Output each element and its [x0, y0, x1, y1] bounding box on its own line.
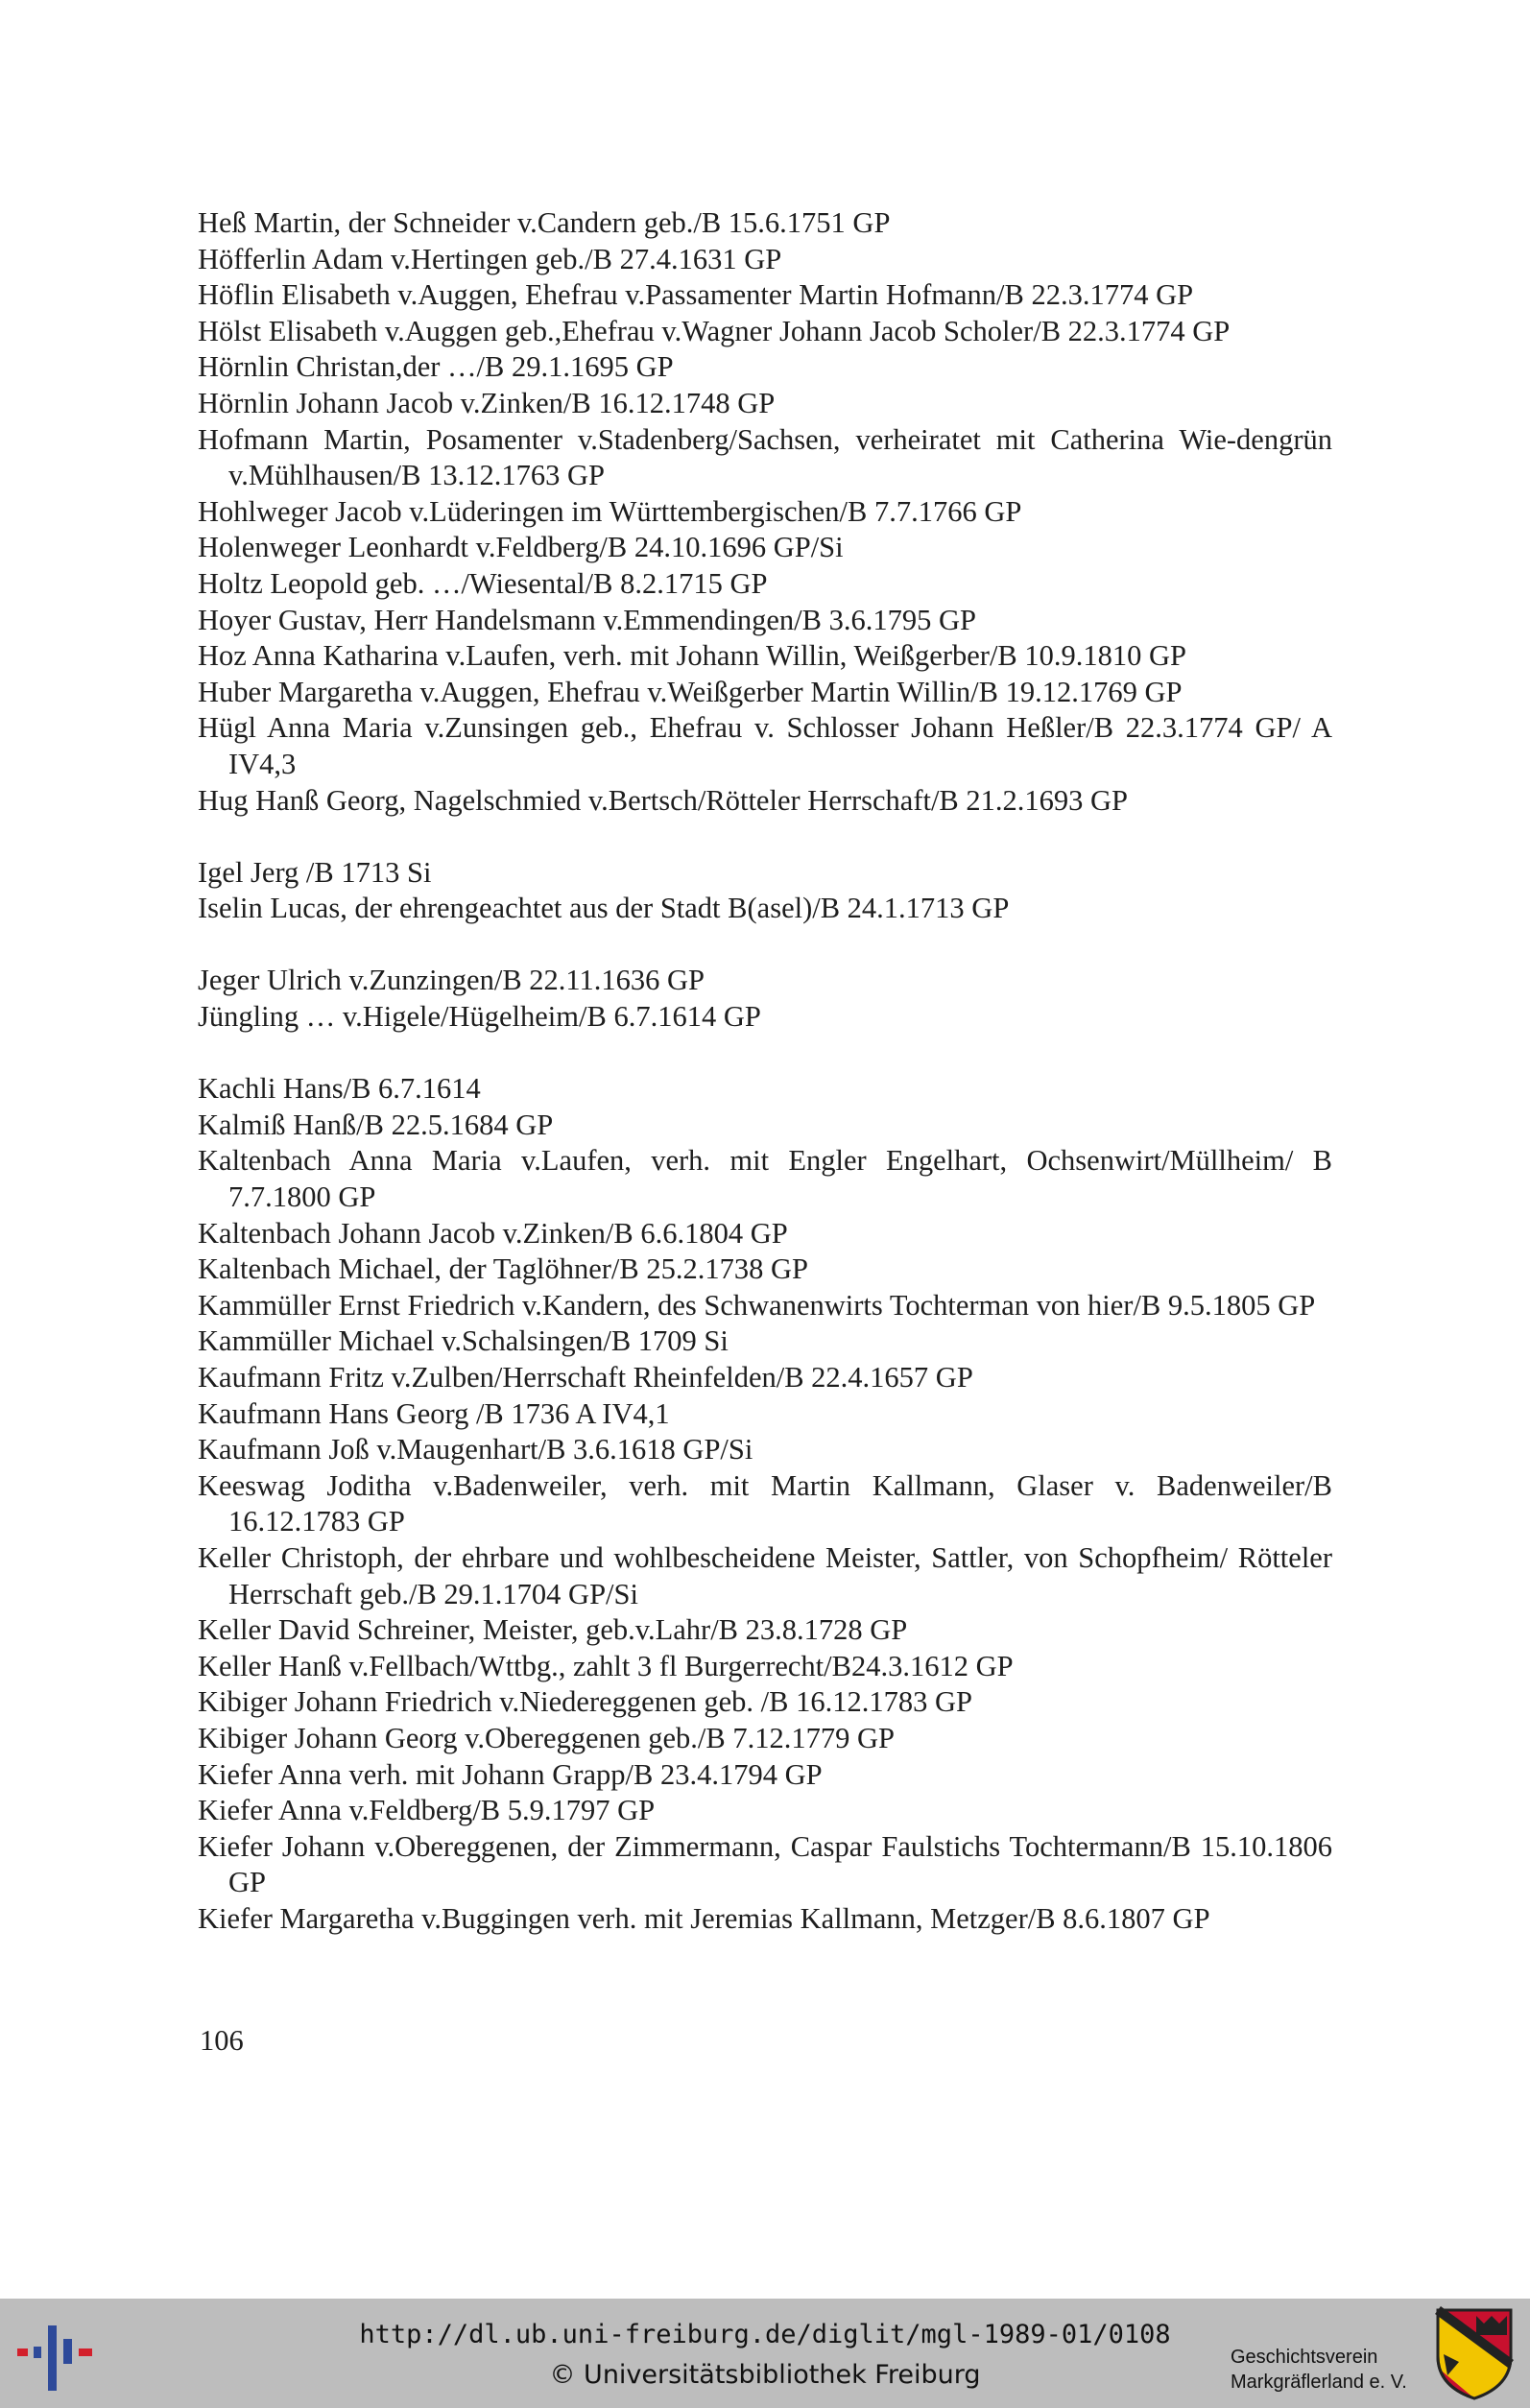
register-entry: Hofmann Martin, Posamenter v.Stadenberg/Sachsen, verheiratet mit Catherina Wie-dengrün v.Mühlhausen/B 13.12.1763 GP — [198, 422, 1332, 492]
society-name-line1: Geschichtsverein — [1231, 2347, 1378, 2368]
register-entry: Kaltenbach Johann Jacob v.Zinken/B 6.6.1804 GP — [198, 1216, 788, 1250]
register-entry: Hoyer Gustav, Herr Handelsmann v.Emmendingen/B 3.6.1795 GP — [198, 603, 976, 636]
group-gap — [198, 927, 1332, 964]
register-entry: Hügl Anna Maria v.Zunsingen geb., Ehefrau v. Schlosser Johann Heßler/B 22.3.1774 GP/ A IV4,3 — [198, 711, 1332, 780]
group-gap — [198, 819, 1332, 855]
register-entry: Kiefer Margaretha v.Buggingen verh. mit Jeremias Kallmann, Metzger/B 8.6.1807 GP — [198, 1901, 1210, 1935]
register-entry: Hölst Elisabeth v.Auggen geb.,Ehefrau v.Wagner Johann Jacob Scholer/B 22.3.1774 GP — [198, 314, 1231, 347]
coat-of-arms-icon[interactable] — [1434, 2306, 1515, 2400]
register-entry: Kaltenbach Michael, der Taglöhner/B 25.2.1738 GP — [198, 1252, 808, 1286]
register-entry: Kalmiß Hanß/B 22.5.1684 GP — [198, 1108, 554, 1141]
register-entry: Kaltenbach Anna Maria v.Laufen, verh. mit Engler Engelhart, Ochsenwirt/Müllheim/ B 7.7.1800 GP — [198, 1144, 1332, 1214]
group-gap — [198, 1036, 1332, 1072]
register-entry: Kachli Hans/B 6.7.1614 — [198, 1072, 481, 1106]
viewer-footer — [0, 2299, 1530, 2408]
register-entry: Höflin Elisabeth v.Auggen, Ehefrau v.Passamenter Martin Hofmann/B 22.3.1774 GP — [198, 278, 1194, 312]
register-entry: Kiefer Anna verh. mit Johann Grapp/B 23.4.1794 GP — [198, 1757, 823, 1791]
register-entry: Hug Hanß Georg, Nagelschmied v.Bertsch/Rötteler Herrschaft/B 21.2.1693 GP — [198, 783, 1129, 817]
register-entry: Heß Martin, der Schneider v.Candern geb./B 15.6.1751 GP — [198, 206, 891, 239]
register-entry: Hohlweger Jacob v.Lüderingen im Württembergischen/B 7.7.1766 GP — [198, 494, 1022, 528]
register-entry: Holtz Leopold geb. …/Wiesental/B 8.2.1715 GP — [198, 566, 768, 600]
document-url-link[interactable]: http://dl.ub.uni-freiburg.de/diglit/mgl-1989-01/0108 — [359, 2320, 1171, 2349]
entry-group-j — [198, 963, 1332, 1035]
register-entry: Holenweger Leonhardt v.Feldberg/B 24.10.1696 GP/Si — [198, 531, 844, 564]
register-entry: Keller David Schreiner, Meister, geb.v.Lahr/B 23.8.1728 GP — [198, 1613, 908, 1647]
register-entry: Kammüller Michael v.Schalsingen/B 1709 Si — [198, 1324, 729, 1358]
register-entry: Kaufmann Joß v.Maugenhart/B 3.6.1618 GP/Si — [198, 1433, 753, 1466]
entry-group-h — [198, 205, 1332, 819]
copyright-text: © Universitätsbibliothek Freiburg — [549, 2360, 981, 2390]
register-entry: Hoz Anna Katharina v.Laufen, verh. mit Johann Willin, Weißgerber/B 10.9.1810 GP — [198, 639, 1187, 673]
society-name — [1231, 2345, 1407, 2395]
register-entry: Keller Christoph, der ehrbare und wohlbescheidene Meister, Sattler, von Schopfheim/ Rötteler Herrschaft geb./B 29.1.1704 GP/Si — [198, 1540, 1332, 1610]
register-entry: Igel Jerg /B 1713 Si — [198, 855, 432, 889]
entry-group-k — [198, 1071, 1332, 1937]
register-entry: Kibiger Johann Georg v.Obereggenen geb./B 7.12.1779 GP — [198, 1721, 895, 1754]
register-entry: Kammüller Ernst Friedrich v.Kandern, des Schwanenwirts Tochterman von hier/B 9.5.1805 GP — [198, 1288, 1316, 1322]
entry-group-i — [198, 855, 1332, 927]
register-entry: Keeswag Joditha v.Badenweiler, verh. mit Martin Kallmann, Glaser v. Badenweiler/B 16.12.1783 GP — [198, 1468, 1332, 1538]
register-entry: Huber Margaretha v.Auggen, Ehefrau v.Weißgerber Martin Willin/B 19.12.1769 GP — [198, 675, 1183, 708]
register-entry: Jeger Ulrich v.Zunzingen/B 22.11.1636 GP — [198, 964, 705, 997]
register-entry: Kaufmann Hans Georg /B 1736 A IV4,1 — [198, 1396, 670, 1430]
page-number: 106 — [200, 2024, 244, 2057]
register-entries — [198, 205, 1332, 1938]
society-name-line2: Markgräflerland e. V. — [1231, 2372, 1407, 2393]
register-entry: Iselin Lucas, der ehrengeachtet aus der Stadt B(asel)/B 24.1.1713 GP — [198, 892, 1010, 925]
register-entry: Hörnlin Christan,der …/B 29.1.1695 GP — [198, 350, 674, 384]
register-entry: Kibiger Johann Friedrich v.Niedereggenen geb. /B 16.12.1783 GP — [198, 1685, 972, 1719]
register-entry: Jüngling … v.Higele/Hügelheim/B 6.7.1614 GP — [198, 1000, 761, 1034]
register-entry: Kiefer Anna v.Feldberg/B 5.9.1797 GP — [198, 1794, 656, 1827]
register-entry: Höfferlin Adam v.Hertingen geb./B 27.4.1631 GP — [198, 242, 782, 275]
register-entry: Keller Hanß v.Fellbach/Wttbg., zahlt 3 fl Burgerrecht/B24.3.1612 GP — [198, 1649, 1014, 1682]
register-entry: Kaufmann Fritz v.Zulben/Herrschaft Rheinfelden/B 22.4.1657 GP — [198, 1361, 973, 1394]
register-entry: Kiefer Johann v.Obereggenen, der Zimmermann, Caspar Faulstichs Tochtermann/B 15.10.1806 GP — [198, 1829, 1332, 1899]
register-entry: Hörnlin Johann Jacob v.Zinken/B 16.12.1748 GP — [198, 386, 776, 419]
